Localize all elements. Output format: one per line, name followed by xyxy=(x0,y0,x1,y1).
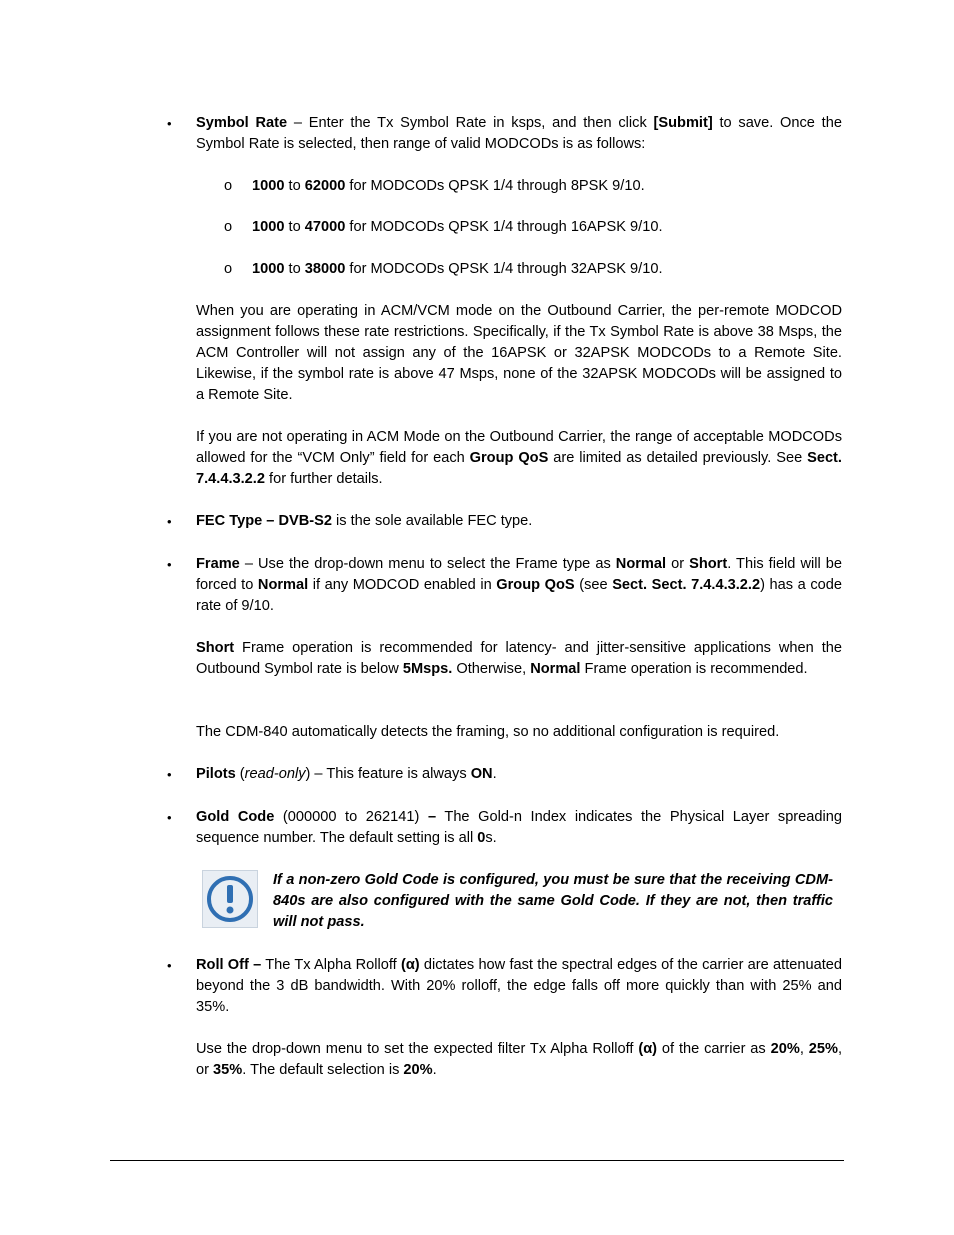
range-desc: for MODCODs QPSK 1/4 through 16APSK 9/10. xyxy=(345,219,663,235)
range-max: 47000 xyxy=(304,219,346,235)
zero-label: 0 xyxy=(477,830,486,846)
period: . xyxy=(432,1062,437,1078)
bullet-pilots: • xyxy=(167,767,172,782)
value-25: 25% xyxy=(808,1041,838,1057)
separator: , or xyxy=(196,1041,843,1078)
range-item xyxy=(252,259,842,280)
range-to: to xyxy=(284,261,305,277)
caution-note: If a non-zero Gold Code is configured, you must be sure that the receiving CDM-840s are also configured with the same Gold Code. If they are not, then traffic will not pass. xyxy=(273,872,833,930)
sub-marker: o xyxy=(224,219,233,235)
pilots-label: Pilots xyxy=(196,766,236,782)
roll-off-text-2: dictates how fast the spectral edges of the carrier are attenuated beyond the 3 dB bandwidth. With 20% rolloff, the edge falls off more quickly than with 25% and 35%. xyxy=(196,957,842,1015)
symbol-rate-text-2: to save. Once the Symbol Rate is selected, then range of valid MODCODs is as follows: xyxy=(196,115,842,152)
value-35: 35% xyxy=(213,1062,243,1078)
caution-icon xyxy=(202,870,258,928)
fec-label: FEC Type – DVB-S2 xyxy=(196,513,332,529)
frame-paragraph xyxy=(196,554,842,617)
short-label: Short xyxy=(689,556,728,572)
frame-text-2: or xyxy=(666,556,690,572)
cdm-paragraph: The CDM-840 automatically detects the framing, so no additional configuration is required. xyxy=(196,724,780,740)
frame-text-6: ) has a code rate of 9/10. xyxy=(196,577,843,614)
range-to: to xyxy=(284,219,305,235)
footer-rule xyxy=(110,1160,844,1161)
range-desc: for MODCODs QPSK 1/4 through 8PSK 9/10. xyxy=(345,178,645,194)
symbol-rate-paragraph xyxy=(196,113,842,155)
section-ref: Sect. 7.4.4.3.2.2 xyxy=(196,450,842,487)
acm-paragraph: When you are operating in ACM/VCM mode on the Outbound Carrier, the per-remote MODCOD assignment follows these rate restrictions. Specifically, if the Tx Symbol Rate is above 38 Msps, the ACM Controller will not assign any of the 16APSK or 32APSK MODCODs to a Remote Site. Likewise, if the symbol rate is above 47 Msps, none of the 32APSK MODCODs will be assigned to a Remote Site. xyxy=(196,303,842,403)
gold-code-text-3: s. xyxy=(485,830,497,846)
fec-paragraph xyxy=(196,511,842,532)
normal-label: Normal xyxy=(615,556,667,572)
bullet-frame: • xyxy=(167,557,172,572)
pilots-text-3: . xyxy=(492,766,497,782)
read-only-label: read-only xyxy=(244,766,306,782)
range-max: 62000 xyxy=(304,178,346,194)
alpha-label: (α) xyxy=(638,1041,658,1057)
range-min: 1000 xyxy=(252,261,285,277)
range-min: 1000 xyxy=(252,219,285,235)
pilots-text-2: ) – This feature is always xyxy=(305,766,471,782)
gold-code-label: Gold Code xyxy=(196,809,275,825)
short-text-2: Otherwise, xyxy=(452,661,531,677)
pilots-paragraph xyxy=(196,764,842,785)
roll-off-select-text-3: . The default selection is xyxy=(242,1062,404,1078)
submit-label: [Submit] xyxy=(653,115,713,131)
sub-marker: o xyxy=(224,178,233,194)
roll-off-select-text: Use the drop-down menu to set the expected filter Tx Alpha Rolloff xyxy=(196,1041,639,1057)
default-value: 20% xyxy=(403,1062,433,1078)
gold-code-text-2: The Gold-n Index indicates the Physical Layer spreading sequence number. The default setting is all xyxy=(196,809,842,846)
bullet-gold-code: • xyxy=(167,810,172,825)
frame-text: – Use the drop-down menu to select the Frame type as xyxy=(239,556,616,572)
roll-off-select-text-2: of the carrier as xyxy=(657,1041,771,1057)
symbol-rate-text: – Enter the Tx Symbol Rate in ksps, and then click xyxy=(287,115,654,131)
range-to: to xyxy=(284,178,305,194)
value-20: 20% xyxy=(770,1041,800,1057)
normal-label-2: Normal xyxy=(257,577,309,593)
range-item xyxy=(252,176,842,197)
short-paragraph xyxy=(196,638,842,680)
gold-code-text: (000000 to 262141) xyxy=(274,809,428,825)
frame-text-4: if any MODCOD enabled in xyxy=(308,577,497,593)
roll-off-label: Roll Off – xyxy=(196,957,262,973)
pilots-text: ( xyxy=(235,766,245,782)
non-acm-paragraph xyxy=(196,427,842,490)
roll-off-text: The Tx Alpha Rolloff xyxy=(261,957,401,973)
range-max: 38000 xyxy=(304,261,346,277)
gold-code-dash: – xyxy=(427,809,437,825)
range-desc: for MODCODs QPSK 1/4 through 32APSK 9/10. xyxy=(345,261,663,277)
bullet-fec: • xyxy=(167,514,172,529)
non-acm-text: If you are not operating in ACM Mode on the Outbound Carrier, the range of acceptable MODCODs allowed for the “VCM Only” field for each xyxy=(196,429,842,466)
non-acm-text-3: for further details. xyxy=(264,471,383,487)
normal-label: Normal xyxy=(530,661,581,677)
separator: , xyxy=(799,1041,809,1057)
frame-text-3: . This field will be forced to xyxy=(196,556,842,593)
roll-off-paragraph xyxy=(196,955,842,1018)
section-ref: Sect. Sect. 7.4.4.3.2.2 xyxy=(612,577,761,593)
roll-off-select-paragraph xyxy=(196,1039,842,1081)
sub-marker: o xyxy=(224,261,233,277)
fec-text: is the sole available FEC type. xyxy=(331,513,533,529)
short-text: Frame operation is recommended for latency- and jitter-sensitive applications when the Outbound Symbol rate is below xyxy=(196,640,842,677)
alpha-label: (α) xyxy=(400,957,420,973)
symbol-rate-label: Symbol Rate xyxy=(196,115,288,131)
group-qos-label: Group QoS xyxy=(469,450,549,466)
bullet-symbol-rate: • xyxy=(167,116,172,131)
non-acm-text-2: are limited as detailed previously. See xyxy=(548,450,808,466)
group-qos-label: Group QoS xyxy=(496,577,575,593)
range-item xyxy=(252,217,842,238)
short-text-3: Frame operation is recommended. xyxy=(580,661,808,677)
frame-text-5: (see xyxy=(574,577,613,593)
gold-code-paragraph xyxy=(196,807,842,849)
range-min: 1000 xyxy=(252,178,285,194)
bullet-roll-off: • xyxy=(167,958,172,973)
on-label: ON xyxy=(470,766,493,782)
short-label: Short xyxy=(196,640,235,656)
rate-label: 5Msps. xyxy=(402,661,453,677)
frame-label: Frame xyxy=(196,556,240,572)
